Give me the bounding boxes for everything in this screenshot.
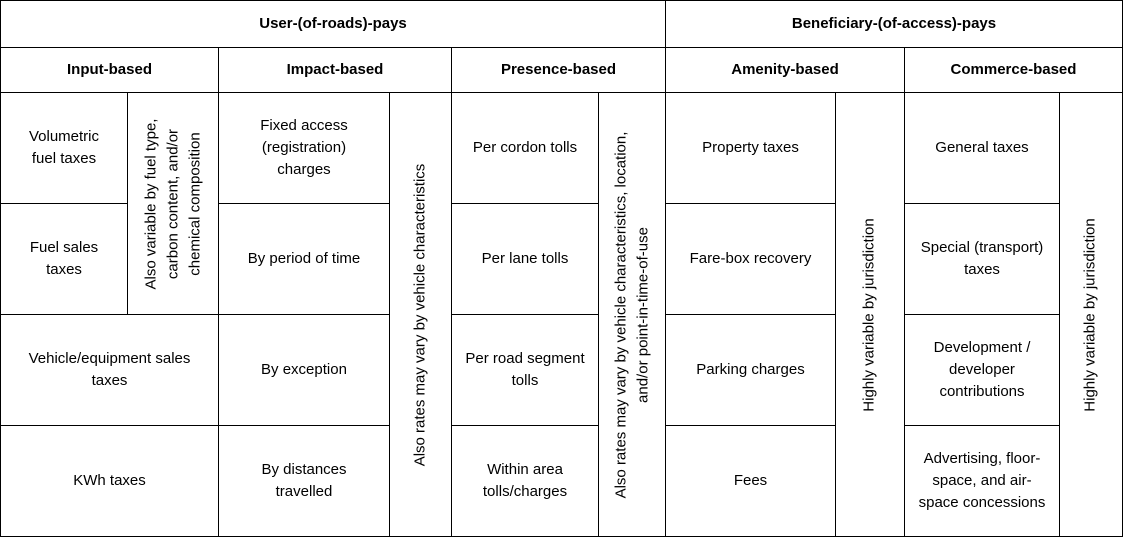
input-volumetric-label: Volumetric fuel taxes [28,128,100,167]
commerce-jurisdiction-note [1059,92,1123,537]
subheader-presence-based [451,47,666,93]
impact-distances-label: By distances travelled [261,461,347,500]
subheader-input-label: Input-based [67,61,152,78]
subheader-impact-label: Impact-based [286,61,384,78]
input-note-label: Also variable by fuel type, carbon content, and/or chemical composition [142,118,203,289]
commerce-advertising-concessions [904,425,1060,537]
subheader-impact-based [218,47,452,93]
input-vehicle-sales-label: Vehicle/equipment sales taxes [28,350,191,389]
presence-per-cordon-tolls [451,92,599,204]
presence-per-lane-tolls [451,203,599,315]
input-fuel-sales-label: Fuel sales taxes [29,239,99,278]
commerce-general-taxes [904,92,1060,204]
presence-within-area-tolls [451,425,599,537]
amenity-farebox-label: Fare-box recovery [689,250,812,267]
amenity-parking-charges [665,314,836,426]
amenity-fare-box-recovery [665,203,836,315]
subheader-input-based [0,47,219,93]
amenity-jurisdiction-note [835,92,905,537]
header-user-pays-label: User-(of-roads)-pays [259,15,407,32]
impact-fixed-access-label: Fixed access (registration) charges [260,117,348,178]
commerce-special-label: Special (transport) taxes [920,239,1044,278]
impact-by-period-of-time [218,203,390,315]
subheader-commerce-based [904,47,1123,93]
impact-period-label: By period of time [247,250,361,267]
commerce-development-contributions [904,314,1060,426]
subheader-amenity-based [665,47,905,93]
impact-fixed-access-charges [218,92,390,204]
subheader-commerce-label: Commerce-based [950,61,1077,78]
commerce-general-label: General taxes [935,139,1029,156]
amenity-property-label: Property taxes [702,139,799,156]
input-fuel-sales-taxes [0,203,128,315]
amenity-note-label: Highly variable by jurisdiction [861,217,879,412]
impact-note-label: Also rates may vary by vehicle characteristics [411,163,429,466]
presence-segment-label: Per road segment tolls [465,350,585,389]
presence-cordon-label: Per cordon tolls [472,139,578,156]
presence-note-label: Also rates may vary by vehicle characteristics, location, and/or point-in-time-of-use [612,131,651,498]
impact-exception-label: By exception [261,361,347,378]
presence-variability-note [598,92,666,537]
input-kwh-taxes [0,425,219,537]
commerce-special-transport-taxes [904,203,1060,315]
impact-variability-note [389,92,452,537]
subheader-presence-label: Presence-based [500,61,617,78]
presence-lane-label: Per lane tolls [481,250,569,267]
amenity-fees [665,425,836,537]
input-vehicle-equipment-sales-taxes [0,314,219,426]
input-kwh-label: KWh taxes [73,472,146,489]
header-user-pays [0,0,666,48]
impact-by-exception [218,314,390,426]
amenity-parking-label: Parking charges [696,361,805,378]
commerce-development-label: Development / developer contributions [933,339,1031,400]
header-beneficiary-pays [665,0,1123,48]
commerce-advertising-label: Advertising, floor- space, and air- space concessions [918,450,1046,511]
amenity-fees-label: Fees [733,472,768,489]
input-variability-note [127,92,219,315]
commerce-note-label: Highly variable by jurisdiction [1082,217,1100,412]
presence-per-road-segment-tolls [451,314,599,426]
impact-by-distances-travelled [218,425,390,537]
header-beneficiary-pays-label: Beneficiary-(of-access)-pays [791,15,997,32]
subheader-amenity-label: Amenity-based [731,61,839,78]
input-volumetric-fuel-taxes [0,92,128,204]
presence-area-label: Within area tolls/charges [482,461,568,500]
amenity-property-taxes [665,92,836,204]
